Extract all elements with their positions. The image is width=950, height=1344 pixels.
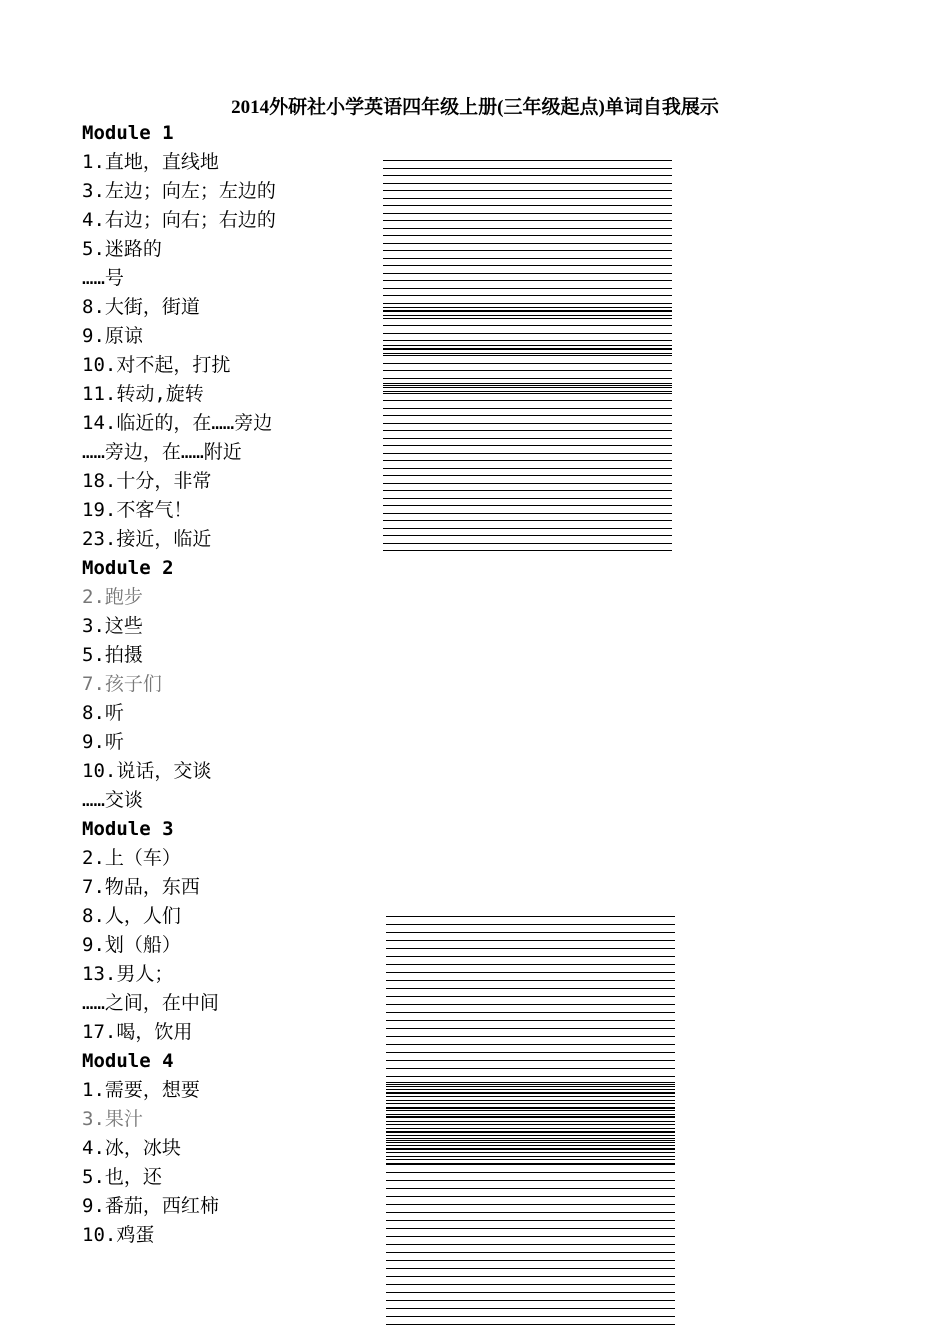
answer-line	[386, 1188, 675, 1189]
answer-line	[386, 1308, 675, 1309]
answer-line	[383, 438, 672, 439]
answer-line	[383, 430, 672, 431]
vocab-item: 10.鸡蛋	[82, 1224, 155, 1246]
vocab-item: 11.转动,旋转	[82, 383, 204, 405]
answer-line	[386, 1244, 675, 1245]
answer-line	[383, 385, 672, 386]
answer-line	[386, 1228, 675, 1229]
answer-lines-lower	[386, 916, 675, 1336]
answer-line	[383, 415, 672, 416]
vocab-item: 8.听	[82, 702, 124, 724]
answer-line	[383, 468, 672, 469]
answer-line	[386, 1159, 675, 1160]
answer-line	[383, 160, 672, 161]
answer-line	[383, 307, 672, 308]
answer-line	[383, 258, 672, 259]
answer-line	[386, 1107, 675, 1108]
vocab-item: 13.男人；	[82, 963, 174, 985]
answer-line	[386, 1132, 675, 1133]
answer-line	[386, 1020, 675, 1021]
page-title: 2014外研社小学英语四年级上册(三年级起点)单词自我展示	[231, 97, 719, 118]
answer-line	[386, 1135, 675, 1136]
answer-line	[386, 1044, 675, 1045]
answer-line	[383, 315, 672, 316]
answer-line	[383, 168, 672, 169]
answer-line	[383, 288, 672, 289]
vocab-item: 10.说话，交谈	[82, 760, 212, 782]
answer-line	[383, 483, 672, 484]
answer-line	[383, 475, 672, 476]
answer-line	[386, 972, 675, 973]
answer-line	[383, 505, 672, 506]
answer-line	[383, 198, 672, 199]
answer-line	[383, 391, 672, 392]
answer-line	[383, 370, 672, 371]
vocab-item: ……号	[82, 267, 124, 289]
answer-line	[386, 1086, 675, 1087]
answer-line	[383, 460, 672, 461]
answer-line	[386, 1172, 675, 1173]
answer-line	[386, 1324, 675, 1325]
answer-line	[386, 1110, 675, 1111]
vocab-item: 10.对不起，打扰	[82, 354, 231, 376]
answer-line	[386, 1036, 675, 1037]
answer-line	[383, 325, 672, 326]
answer-line	[386, 1100, 675, 1101]
answer-line	[386, 1220, 675, 1221]
vocab-item: 1.直地，直线地	[82, 151, 219, 173]
vocab-item: 9.番茄，西红柿	[82, 1195, 219, 1217]
answer-line	[386, 1114, 675, 1115]
answer-line	[386, 1028, 675, 1029]
answer-line	[383, 393, 672, 394]
answer-line	[383, 383, 672, 384]
module-heading: Module 1	[82, 122, 174, 144]
answer-line	[386, 1096, 675, 1097]
answer-line	[386, 1082, 675, 1083]
answer-line	[386, 1196, 675, 1197]
answer-line	[386, 1252, 675, 1253]
answer-line	[386, 1212, 675, 1213]
vocab-item: ……旁边，在……附近	[82, 441, 242, 463]
answer-line	[386, 1164, 675, 1165]
vocab-item: 9.划（船）	[82, 934, 181, 956]
vocab-item: 23.接近，临近	[82, 528, 212, 550]
vocab-item: 1.需要，想要	[82, 1079, 200, 1101]
answer-line	[386, 1276, 675, 1277]
answer-line	[386, 1093, 675, 1094]
answer-line	[386, 932, 675, 933]
answer-line	[386, 1268, 675, 1269]
answer-line	[383, 318, 672, 319]
vocab-item: 3.左边；向左；左边的	[82, 180, 276, 202]
answer-line	[386, 1060, 675, 1061]
vocabulary-list	[82, 119, 276, 1250]
answer-line	[383, 273, 672, 274]
answer-line	[386, 1103, 675, 1104]
answer-line	[386, 1149, 675, 1150]
answer-line	[383, 280, 672, 281]
vocab-item: 8.人，人们	[82, 905, 181, 927]
vocab-item: ……交谈	[82, 789, 143, 811]
answer-line	[386, 1084, 675, 1085]
answer-line	[386, 1142, 675, 1143]
answer-line	[386, 1316, 675, 1317]
answer-line	[383, 543, 672, 544]
answer-line	[386, 916, 675, 917]
answer-line	[386, 1089, 675, 1090]
answer-line	[383, 423, 672, 424]
answer-line	[386, 1012, 675, 1013]
answer-line	[386, 964, 675, 965]
answer-line	[386, 1180, 675, 1181]
answer-line	[383, 250, 672, 251]
answer-line	[383, 311, 672, 312]
answer-line	[386, 924, 675, 925]
answer-line	[386, 1292, 675, 1293]
vocab-item: ……之间，在中间	[82, 992, 219, 1014]
answer-line	[383, 235, 672, 236]
vocab-item: 5.迷路的	[82, 238, 162, 260]
vocab-item: 7.物品，东西	[82, 876, 200, 898]
answer-line	[383, 333, 672, 334]
answer-line	[383, 220, 672, 221]
vocab-item: 9.原谅	[82, 325, 143, 347]
answer-line	[383, 520, 672, 521]
vocab-item: 19.不客气！	[82, 499, 193, 521]
answer-line	[386, 1124, 675, 1125]
answer-line	[383, 528, 672, 529]
answer-line	[386, 1156, 675, 1157]
vocab-item: 17.喝，饮用	[82, 1021, 193, 1043]
answer-line	[383, 513, 672, 514]
answer-line	[386, 1284, 675, 1285]
answer-line	[383, 355, 672, 356]
answer-line	[386, 1128, 675, 1129]
vocab-item: 9.听	[82, 731, 124, 753]
vocab-item: 3.这些	[82, 615, 143, 637]
answer-line	[383, 400, 672, 401]
module-heading: Module 2	[82, 557, 174, 579]
answer-line	[383, 295, 672, 296]
answer-line	[383, 535, 672, 536]
vocab-item: 7.孩子们	[82, 673, 162, 695]
answer-line	[386, 996, 675, 997]
module-heading: Module 3	[82, 818, 174, 840]
answer-line	[383, 363, 672, 364]
answer-line	[386, 1068, 675, 1069]
vocab-item: 18.十分，非常	[82, 470, 212, 492]
answer-line	[383, 345, 672, 346]
answer-line	[383, 175, 672, 176]
answer-line	[383, 340, 672, 341]
answer-line	[386, 1052, 675, 1053]
answer-line	[383, 205, 672, 206]
answer-line	[383, 183, 672, 184]
answer-line	[383, 213, 672, 214]
vocab-item: 14.临近的，在……旁边	[82, 412, 273, 434]
answer-line	[386, 1145, 675, 1146]
answer-line	[386, 1163, 675, 1164]
answer-line	[383, 387, 672, 388]
answer-line	[386, 948, 675, 949]
answer-line	[386, 1260, 675, 1261]
vocab-item: 8.大街，街道	[82, 296, 200, 318]
answer-line	[386, 956, 675, 957]
vocab-item: 2.上（车）	[82, 847, 181, 869]
answer-line	[383, 265, 672, 266]
vocab-item: 2.跑步	[82, 586, 143, 608]
answer-line	[386, 1076, 675, 1077]
answer-line	[386, 980, 675, 981]
answer-line	[383, 378, 672, 379]
vocab-item: 4.冰，冰块	[82, 1137, 181, 1159]
answer-line	[383, 190, 672, 191]
answer-line	[383, 243, 672, 244]
answer-line	[386, 1140, 675, 1141]
answer-line	[386, 1138, 675, 1139]
answer-line	[383, 550, 672, 551]
answer-line	[383, 228, 672, 229]
answer-line	[383, 303, 672, 304]
answer-line	[386, 1108, 675, 1109]
answer-line	[386, 940, 675, 941]
answer-line	[383, 408, 672, 409]
vocab-item: 5.也，还	[82, 1166, 162, 1188]
vocab-item: 3.果汁	[82, 1108, 143, 1130]
answer-line	[383, 498, 672, 499]
answer-line	[386, 1204, 675, 1205]
vocab-item: 5.拍摄	[82, 644, 143, 666]
answer-line	[383, 349, 672, 350]
answer-line	[383, 445, 672, 446]
answer-line	[386, 1004, 675, 1005]
answer-line	[386, 988, 675, 989]
answer-line	[386, 1117, 675, 1118]
answer-line	[386, 1152, 675, 1153]
module-heading: Module 4	[82, 1050, 174, 1072]
answer-line	[386, 1300, 675, 1301]
answer-line	[386, 1121, 675, 1122]
answer-line	[383, 453, 672, 454]
answer-lines-upper	[383, 160, 672, 560]
answer-line	[386, 1236, 675, 1237]
vocab-item: 4.右边；向右；右边的	[82, 209, 276, 231]
answer-line	[383, 353, 672, 354]
answer-line	[383, 490, 672, 491]
answer-line	[386, 1131, 675, 1132]
